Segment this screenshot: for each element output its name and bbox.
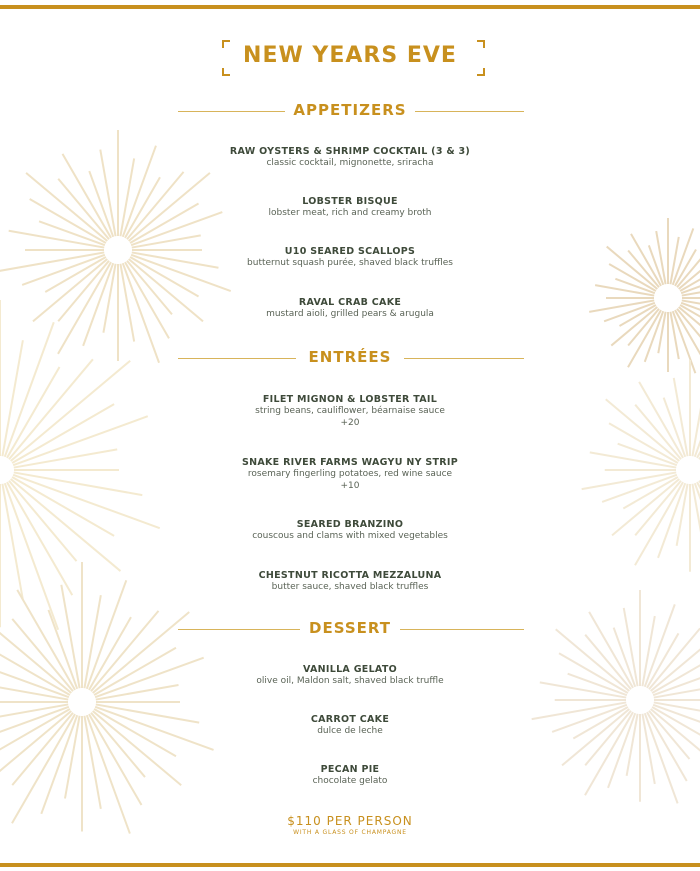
- menu-item-description: classic cocktail, mignonette, sriracha: [266, 158, 434, 168]
- price-note: WITH A GLASS OF CHAMPAGNE: [293, 829, 407, 836]
- menu-item-description: butternut squash purée, shaved black truffles: [247, 258, 453, 268]
- firework-ray: [681, 273, 700, 294]
- menu-item-description: butter sauce, shaved black truffles: [271, 582, 429, 592]
- bracket-corner: [222, 68, 230, 76]
- divider-line: [404, 358, 524, 359]
- section-heading: ENTRÉES: [308, 348, 392, 366]
- divider-line: [400, 629, 524, 630]
- menu-item-name: RAVAL CRAB CAKE: [298, 297, 402, 308]
- menu-item-description: rosemary fingerling potatoes, red wine sauce: [247, 469, 453, 479]
- top-border: [0, 5, 700, 9]
- menu-item-name: SNAKE RIVER FARMS WAGYU NY STRIP: [241, 457, 459, 468]
- menu-item-name: VANILLA GELATO: [302, 664, 398, 675]
- menu-item-name: CHESTNUT RICOTTA MEZZALUNA: [258, 570, 442, 581]
- menu-item-description: mustard aioli, grilled pears & arugula: [266, 309, 434, 319]
- bottom-border: [0, 863, 700, 867]
- menu-item-name: PECAN PIE: [320, 764, 380, 775]
- divider-line: [178, 358, 296, 359]
- menu-item-description: lobster meat, rich and creamy broth: [268, 208, 432, 218]
- menu-item-surcharge: +10: [340, 481, 360, 491]
- divider-line: [178, 111, 285, 112]
- menu-title: NEW YEARS EVE: [243, 43, 457, 68]
- menu-item-name: FILET MIGNON & LOBSTER TAIL: [262, 394, 438, 405]
- menu-item-name: RAW OYSTERS & SHRIMP COCKTAIL (3 & 3): [229, 146, 471, 157]
- menu-item-description: string beans, cauliflower, béarnaise sauce: [255, 406, 445, 416]
- section-heading: DESSERT: [309, 619, 391, 637]
- bracket-corner: [477, 68, 485, 76]
- menu-item-name: U10 SEARED SCALLOPS: [284, 246, 416, 257]
- section-heading: APPETIZERS: [293, 101, 407, 119]
- menu-item-name: LOBSTER BISQUE: [302, 196, 398, 207]
- menu-item-name: CARROT CAKE: [310, 714, 390, 725]
- menu-item-description: olive oil, Maldon salt, shaved black truffle: [256, 676, 444, 686]
- menu-item-description: couscous and clams with mixed vegetables: [252, 531, 448, 541]
- divider-line: [178, 629, 300, 630]
- price: $110 PER PERSON: [287, 814, 413, 828]
- menu-item-surcharge: +20: [340, 418, 360, 428]
- firework-burst: [0, 562, 214, 834]
- menu-item-name: SEARED BRANZINO: [296, 519, 404, 530]
- menu-item-description: dulce de leche: [317, 726, 383, 736]
- divider-line: [415, 111, 524, 112]
- menu-item-description: chocolate gelato: [312, 776, 388, 786]
